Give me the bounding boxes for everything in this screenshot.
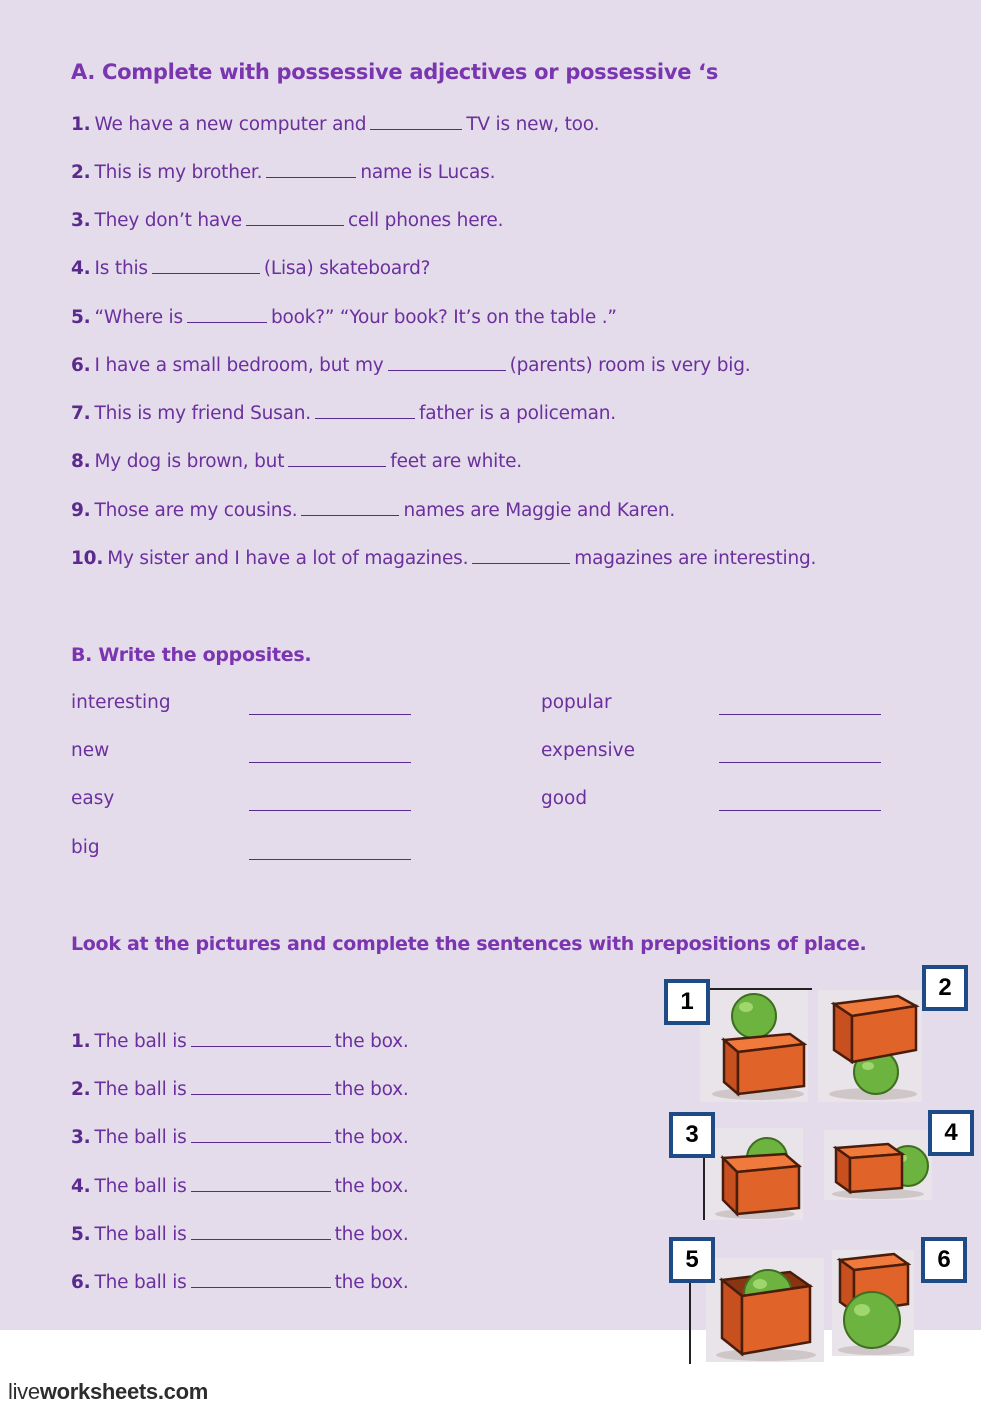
item-number: 8.: [71, 451, 91, 472]
item-number: 1.: [71, 1031, 91, 1052]
item-number: 3.: [71, 1127, 91, 1148]
item-text-after: names are Maggie and Karen.: [403, 500, 676, 521]
answer-blank[interactable]: [246, 211, 344, 226]
item-text-before: My dog is brown, but: [94, 451, 285, 472]
item-text-after: book?” “Your book? It’s on the table .”: [270, 307, 617, 328]
frame-line: [689, 1280, 691, 1364]
section-c-heading: Look at the pictures and complete the sentences with prepositions of place.: [71, 933, 867, 955]
section-a-item: [71, 307, 617, 328]
item-text-after: the box.: [334, 1031, 409, 1052]
ball-on-box-illustration: [700, 990, 808, 1102]
item-text-after: name is Lucas.: [360, 162, 496, 183]
ball-in-box-illustration: [706, 1258, 824, 1362]
item-text-before: Is this: [94, 258, 148, 279]
item-text-after: the box.: [334, 1176, 409, 1197]
opposite-answer-blank[interactable]: [249, 859, 411, 860]
opposite-answer-blank[interactable]: [249, 762, 411, 763]
item-text-after: (Lisa) skateboard?: [263, 258, 431, 279]
section-c-item: [71, 1176, 409, 1197]
opposite-word: expensive: [541, 740, 635, 761]
section-c-item: [71, 1272, 409, 1293]
section-c-item: [71, 1079, 409, 1100]
picture-number-badge: 5: [669, 1237, 715, 1283]
answer-blank[interactable]: [191, 1080, 331, 1095]
answer-blank[interactable]: [191, 1128, 331, 1143]
item-text-before: The ball is: [94, 1079, 187, 1100]
item-text-before: This is my brother.: [94, 162, 263, 183]
opposite-word: interesting: [71, 692, 171, 713]
answer-blank[interactable]: [191, 1225, 331, 1240]
picture-number-badge: 1: [664, 979, 710, 1025]
item-number: 5.: [71, 307, 91, 328]
ball-in-front-of-box-illustration: [832, 1250, 914, 1356]
answer-blank[interactable]: [315, 404, 415, 419]
opposite-answer-blank[interactable]: [719, 810, 881, 811]
section-a-item: [71, 548, 816, 569]
answer-blank[interactable]: [388, 356, 506, 371]
answer-blank[interactable]: [187, 308, 267, 323]
item-text-before: The ball is: [94, 1127, 187, 1148]
picture-number-badge: 4: [928, 1110, 974, 1156]
opposite-word: big: [71, 837, 100, 858]
picture-ball-under-box: [818, 990, 922, 1102]
opposite-answer-blank[interactable]: [249, 714, 411, 715]
item-text-before: The ball is: [94, 1272, 187, 1293]
ball-next-to-box-illustration: [824, 1130, 932, 1200]
section-a-item: [71, 162, 495, 183]
answer-blank[interactable]: [152, 259, 260, 274]
opposite-word: new: [71, 740, 110, 761]
item-text-before: My sister and I have a lot of magazines.: [107, 548, 469, 569]
section-c-item: [71, 1127, 409, 1148]
answer-blank[interactable]: [191, 1177, 331, 1192]
section-a-item: [71, 258, 430, 279]
item-text-after: the box.: [334, 1127, 409, 1148]
item-text-before: The ball is: [94, 1224, 187, 1245]
answer-blank[interactable]: [288, 452, 386, 467]
item-number: 2.: [71, 1079, 91, 1100]
item-number: 7.: [71, 403, 91, 424]
item-text-before: They don’t have: [94, 210, 242, 231]
item-text-before: This is my friend Susan.: [94, 403, 311, 424]
item-number: 5.: [71, 1224, 91, 1245]
picture-ball-next-to-box: [824, 1130, 932, 1200]
section-a-item: [71, 451, 522, 472]
section-c-item: [71, 1031, 409, 1052]
item-number: 6.: [71, 355, 91, 376]
opposite-word: easy: [71, 788, 115, 809]
picture-ball-on-box: [700, 990, 808, 1102]
item-text-after: father is a policeman.: [418, 403, 616, 424]
ball-behind-box-illustration: [705, 1128, 803, 1220]
answer-blank[interactable]: [472, 549, 570, 564]
picture-ball-in-front-of-box: [832, 1250, 914, 1356]
logo-prefix: live: [8, 1379, 40, 1404]
opposite-word: good: [541, 788, 588, 809]
picture-number-badge: 3: [669, 1112, 715, 1158]
answer-blank[interactable]: [301, 501, 399, 516]
answer-blank[interactable]: [191, 1032, 331, 1047]
answer-blank[interactable]: [191, 1273, 331, 1288]
item-text-after: the box.: [334, 1224, 409, 1245]
picture-ball-in-box: [706, 1258, 824, 1362]
item-text-before: I have a small bedroom, but my: [94, 355, 384, 376]
section-a-item: [71, 210, 503, 231]
item-text-before: We have a new computer and: [94, 114, 367, 135]
item-number: 2.: [71, 162, 91, 183]
item-text-after: (parents) room is very big.: [509, 355, 751, 376]
section-a-item: [71, 114, 599, 135]
answer-blank[interactable]: [266, 163, 356, 178]
item-text-before: The ball is: [94, 1176, 187, 1197]
section-a-heading: A. Complete with possessive adjectives or possessive ‘s: [71, 60, 719, 84]
ball-under-box-illustration: [818, 990, 922, 1102]
item-number: 9.: [71, 500, 91, 521]
item-number: 4.: [71, 1176, 91, 1197]
logo-brand: worksheets.com: [39, 1379, 209, 1404]
section-a-item: [71, 355, 750, 376]
opposite-word: popular: [541, 692, 612, 713]
item-number: 10.: [71, 548, 104, 569]
item-text-after: feet are white.: [390, 451, 522, 472]
item-text-after: TV is new, too.: [466, 114, 600, 135]
opposite-answer-blank[interactable]: [249, 810, 411, 811]
liveworksheets-logo[interactable]: [8, 1379, 208, 1405]
section-a-item: [71, 403, 616, 424]
item-number: 4.: [71, 258, 91, 279]
item-text-after: the box.: [334, 1079, 409, 1100]
section-a-item: [71, 500, 675, 521]
item-number: 3.: [71, 210, 91, 231]
picture-number-badge: 6: [921, 1237, 967, 1283]
item-text-before: The ball is: [94, 1031, 187, 1052]
item-text-before: Those are my cousins.: [94, 500, 298, 521]
opposite-answer-blank[interactable]: [719, 762, 881, 763]
item-number: 6.: [71, 1272, 91, 1293]
picture-number-badge: 2: [922, 965, 968, 1011]
section-b-heading: B. Write the opposites.: [71, 644, 312, 666]
picture-ball-behind-box: [705, 1128, 803, 1220]
item-number: 1.: [71, 114, 91, 135]
item-text-after: cell phones here.: [347, 210, 504, 231]
section-c-item: [71, 1224, 409, 1245]
answer-blank[interactable]: [370, 115, 462, 130]
item-text-after: the box.: [334, 1272, 409, 1293]
opposite-answer-blank[interactable]: [719, 714, 881, 715]
item-text-after: magazines are interesting.: [574, 548, 817, 569]
item-text-before: “Where is: [94, 307, 183, 328]
